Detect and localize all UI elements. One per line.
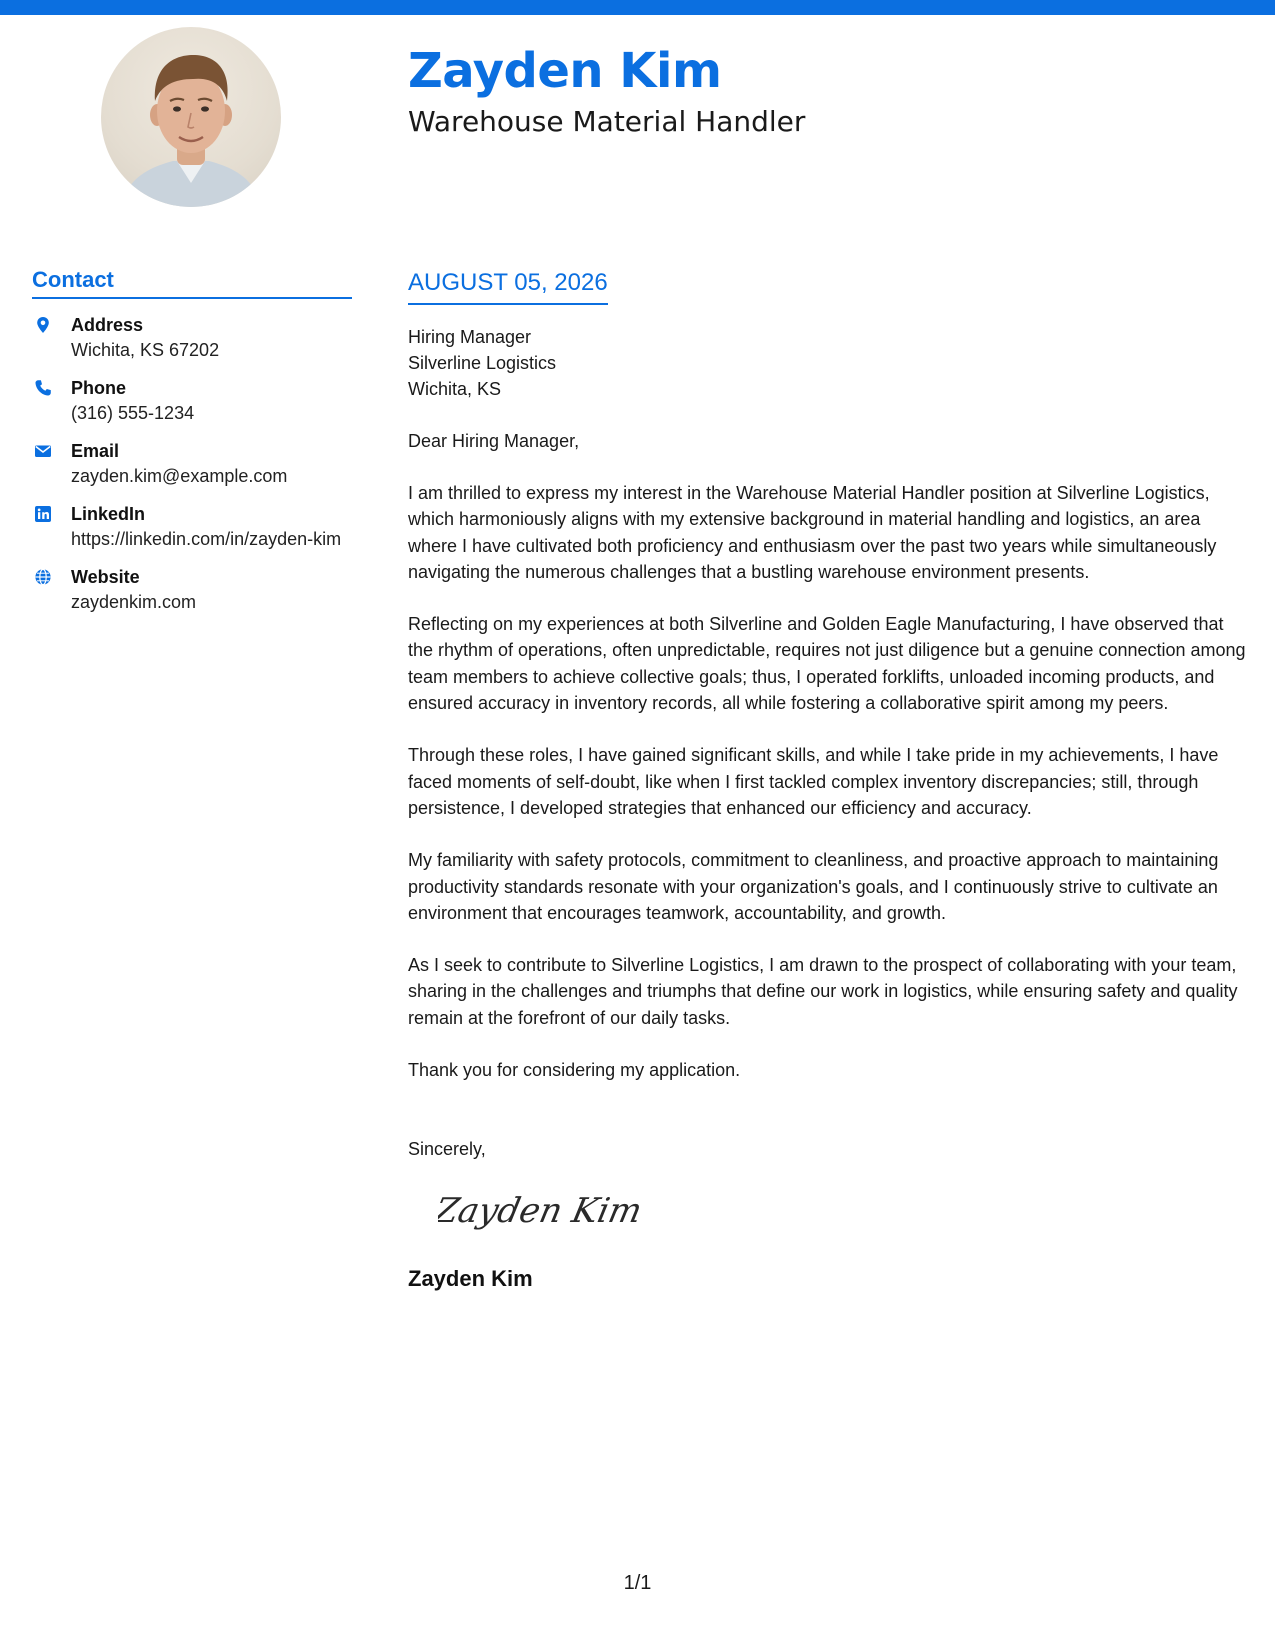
letter-date: AUGUST 05, 2026 [408, 266, 608, 305]
contact-label: Phone [71, 378, 127, 398]
letter-paragraph: I am thrilled to express my interest in the Warehouse Material Handler position at Silverline Logistics, which harmoniously aligns with my extensive background in material handling and logistics, an area where I have cultivated both proficiency and enthusiasm over the past two years while simultaneously navigating the numerous challenges that a bustling warehouse environment presents. [408, 483, 1217, 582]
contact-item-linkedin [32, 502, 352, 552]
letter-paragraph: Through these roles, I have gained significant skills, and while I take pride in my achievements, I have faced moments of self-doubt, like when I first tackled complex inventory discrepancies; still, through persistence, I developed strategies that enhanced our efficiency and accuracy. [408, 745, 1219, 818]
letter-paragraph: My familiarity with safety protocols, commitment to cleanliness, and proactive approach to maintaining productivity standards resonate with your organization's goals, and I continuously strive to cultivate an environment that encourages teamwork, accountability, and growth. [408, 850, 1219, 923]
profile-photo [101, 27, 281, 207]
website-value[interactable]: zaydenkim.com [71, 592, 197, 612]
linkedin-icon [34, 505, 52, 523]
closing: Sincerely, [408, 1139, 486, 1160]
contact-heading: Contact [32, 266, 352, 299]
recipient-block [408, 324, 1253, 402]
letter-paragraph: Thank you for considering my application. [408, 1060, 741, 1081]
contact-label: Address [71, 315, 144, 335]
contact-label: Email [71, 441, 120, 461]
phone-icon [34, 379, 52, 397]
letter-paragraph: Reflecting on my experiences at both Silverline and Golden Eagle Manufacturing, I have observed that the rhythm of operations, often unpredictable, requires not just diligence but a genuine connection among team members to achieve collective goals; thus, I operated forklifts, unloaded incoming products, and ensured accuracy in inventory records, all while fostering a collaborative spirit among my peers. [408, 614, 1246, 714]
contact-item-address [32, 313, 352, 363]
map-pin-icon [34, 316, 52, 334]
contact-item-phone [32, 376, 352, 426]
page-number: 1/1 [623, 1572, 652, 1594]
contact-item-website [32, 565, 352, 615]
email-icon [34, 442, 52, 460]
linkedin-value[interactable]: https://linkedin.com/in/zayden-kim [71, 529, 342, 549]
signer-name: Zayden Kim [408, 1266, 533, 1292]
salutation: Dear Hiring Manager, [408, 431, 580, 451]
letter-paragraph: As I seek to contribute to Silverline Logistics, I am drawn to the prospect of collaborating with your team, sharing in the challenges and triumphs that define our work in logistics, while ensuring safety and quality remain at the forefront of our daily tasks. [408, 955, 1238, 1028]
address-value: Wichita, KS 67202 [71, 340, 220, 360]
svg-text:Zayden Kim: Zayden Kim [438, 1191, 646, 1232]
contact-list [32, 313, 352, 615]
letter-body [408, 266, 1253, 1293]
recipient-line: Hiring Manager [408, 327, 532, 347]
contact-item-email [32, 439, 352, 489]
handwritten-signature [438, 1178, 668, 1238]
job-title: Warehouse Material Handler [408, 105, 806, 138]
top-accent-bar [0, 0, 1275, 15]
candidate-name: Zayden Kim [408, 43, 722, 99]
contact-label: LinkedIn [71, 504, 146, 524]
contact-label: Website [71, 567, 140, 587]
contact-sidebar [32, 266, 352, 628]
email-value[interactable]: zayden.kim@example.com [71, 466, 288, 486]
globe-icon [34, 568, 52, 586]
recipient-line: Silverline Logistics [408, 353, 557, 373]
recipient-line: Wichita, KS [408, 379, 502, 399]
phone-value[interactable]: (316) 555-1234 [71, 403, 195, 423]
